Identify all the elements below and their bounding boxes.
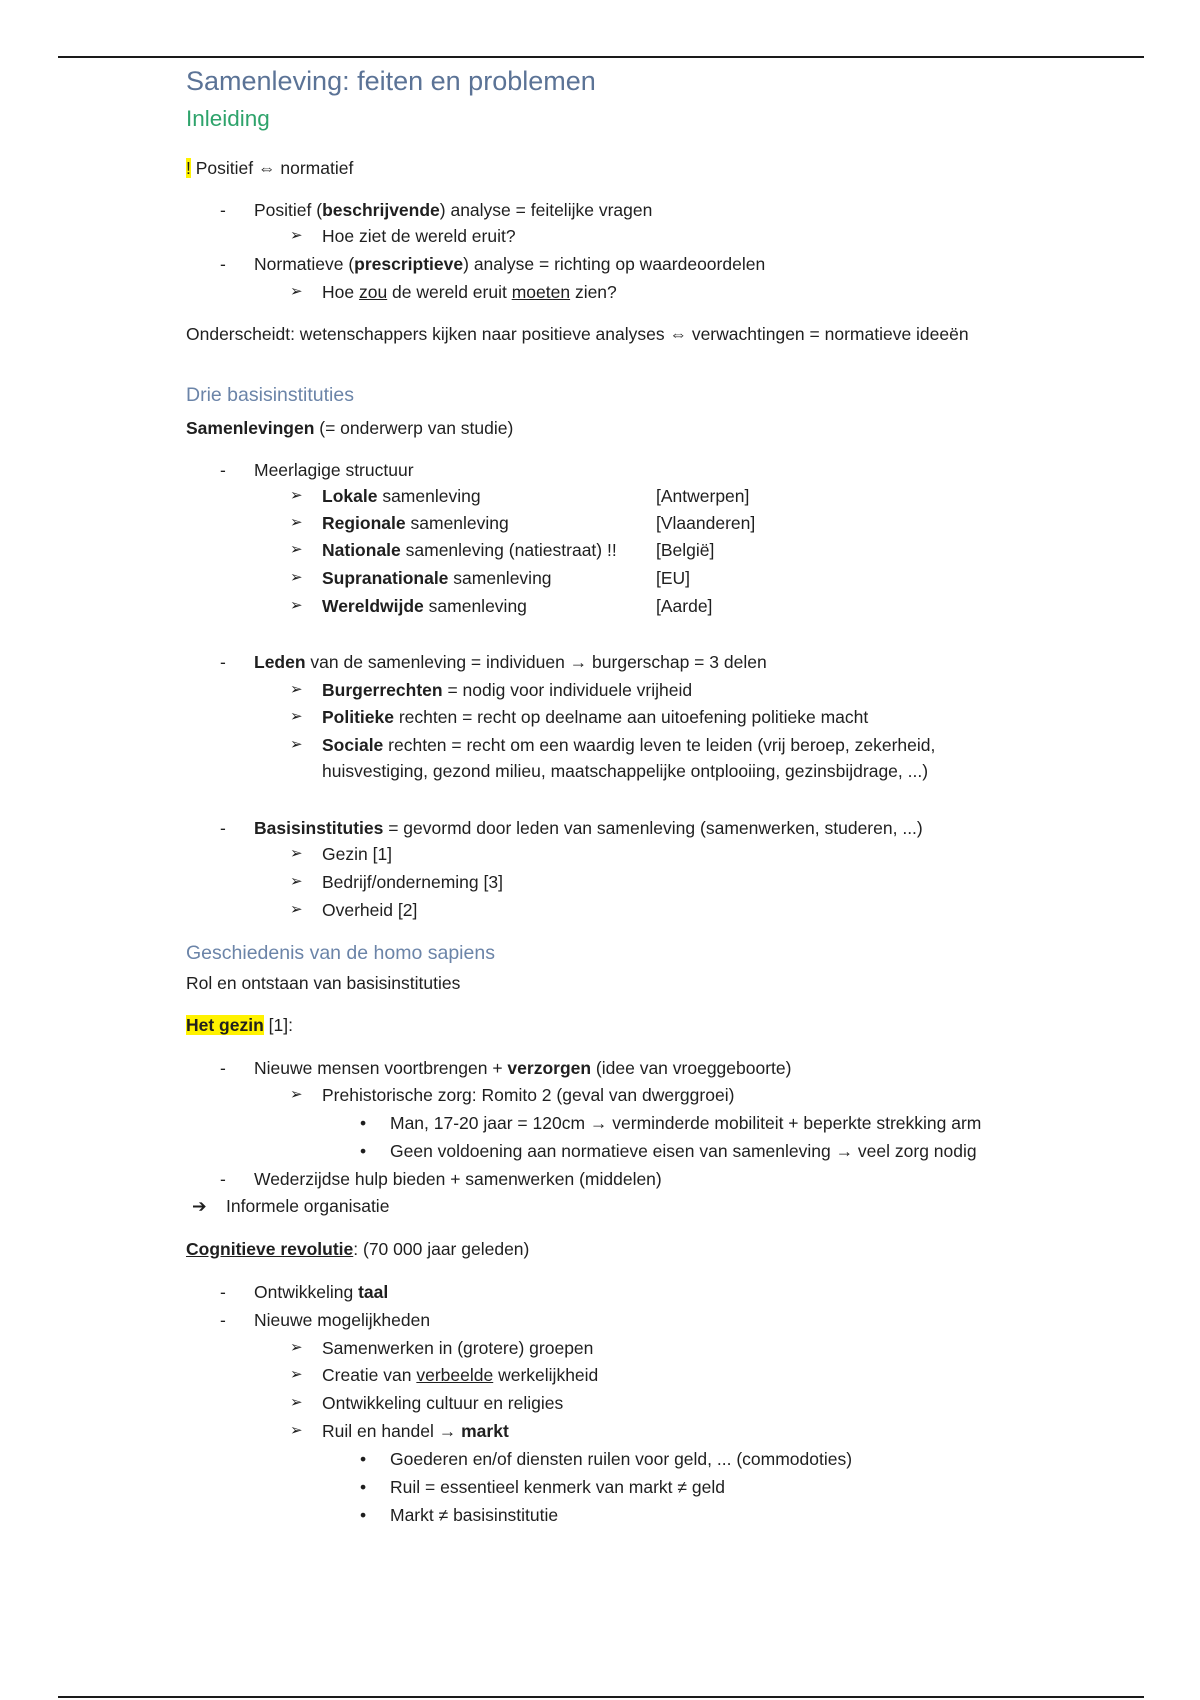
onderscheid-line: Onderscheidt: wetenschappers kijken naar positieve analyses ⇔ verwachtingen = normatieve ideeën (186, 324, 969, 344)
laag-item: ➢ Wereldwijde samenleving (290, 596, 527, 616)
dot-bullet: • (360, 1141, 367, 1161)
rechten-item: ➢ Burgerrechten = nodig voor individuele vrijheid (290, 680, 693, 700)
dash-bullet: - (220, 1058, 226, 1078)
list-item-wederzijds: - Wederzijdse hulp bieden + samenwerken (middelen) (220, 1169, 662, 1189)
page-title: Samenleving: feiten en problemen (186, 66, 596, 96)
intro-line (186, 156, 353, 180)
geschiedenis-sub: Rol en ontstaan van basisinstituties (186, 973, 461, 993)
list-item-taal: - Ontwikkeling taal (220, 1282, 389, 1302)
informeel-line: ➔ Informele organisatie (192, 1196, 390, 1216)
dot-item: • Goederen en/of diensten ruilen voor geld, ... (commodoties) (360, 1449, 853, 1469)
laag-item: ➢ Regionale samenleving (290, 513, 509, 533)
dash-bullet: - (220, 460, 226, 480)
mogelijkheid-item: ➢ Ruil en handel → markt (290, 1421, 509, 1441)
list-item-basisinstituties: - Basisinstituties = gevormd door leden van samenleving (samenwerken, studeren, ...) (220, 818, 923, 838)
arrow-bullet-icon: ➢ (290, 1394, 303, 1411)
prehistorie-item: ➢ Prehistorische zorg: Romito 2 (geval van dwerggroei) (290, 1085, 735, 1105)
section-heading-geschiedenis: Geschiedenis van de homo sapiens (186, 942, 495, 964)
arrow-bullet-icon: ➢ (290, 541, 303, 558)
sub-item-normatief: ➢ Hoe zou de wereld eruit moeten zien? (290, 282, 617, 302)
list-item-nieuwe-mensen: - Nieuwe mensen voortbrengen + verzorgen (idee van vroeggeboorte) (220, 1058, 792, 1078)
arrow-bullet-icon: ➢ (290, 681, 303, 698)
dash-bullet: - (220, 1169, 226, 1189)
dash-bullet: - (220, 254, 226, 274)
rechten-item: ➢ Sociale rechten = recht om een waardig leven te leiden (vrij beroep, zekerheid, (290, 735, 936, 755)
intro-heading: Positief ⇔ normatief (195, 158, 354, 178)
dot-bullet: • (360, 1505, 367, 1525)
laag-item: ➢ Lokale samenleving (290, 486, 481, 506)
arrow-bullet-icon: ➢ (290, 1339, 303, 1356)
laag-item: ➢ Nationale samenleving (natiestraat) !! (290, 540, 617, 560)
dot-item: • Man, 17-20 jaar = 120cm → verminderde mobiliteit + beperkte strekking arm (360, 1113, 982, 1133)
arrow-bullet-icon: ➢ (290, 597, 303, 614)
dash-bullet: - (220, 818, 226, 838)
top-rule (58, 56, 1144, 58)
section-heading-inleiding: Inleiding (186, 106, 270, 131)
arrow-bullet-icon: ➢ (290, 227, 303, 244)
dot-bullet: • (360, 1477, 367, 1497)
rechten-item: ➢ Politieke rechten = recht op deelname aan uitoefening politieke macht (290, 707, 869, 727)
arrow-bullet-icon: ➢ (290, 569, 303, 586)
dot-item: • Geen voldoening aan normatieve eisen van samenleving → veel zorg nodig (360, 1141, 977, 1161)
section-heading-drie: Drie basisinstituties (186, 384, 354, 406)
laag-tag: [België] (656, 540, 715, 560)
dash-bullet: - (220, 200, 226, 220)
list-item-normatief: - Normatieve (prescriptieve) analyse = richting op waardeoordelen (220, 254, 766, 274)
laag-tag: [Aarde] (656, 596, 713, 616)
dot-bullet: • (360, 1113, 367, 1133)
arrow-bullet-icon: ➢ (290, 283, 303, 300)
mogelijkheid-item: ➢ Ontwikkeling cultuur en religies (290, 1393, 564, 1413)
dash-bullet: - (220, 1282, 226, 1302)
dash-bullet: - (220, 1310, 226, 1330)
rechten-continuation: huisvestiging, gezond milieu, maatschappelijke ontplooiing, gezinsbijdrage, ...) (322, 761, 929, 781)
sub-item-positief: ➢ Hoe ziet de wereld eruit? (290, 226, 516, 246)
dot-item: • Ruil = essentieel kenmerk van markt ≠ geld (360, 1477, 725, 1497)
arrow-bullet-icon: ➢ (290, 1366, 303, 1383)
cognitieve-line: Cognitieve revolutie: (70 000 jaar geleden) (186, 1239, 530, 1259)
laag-tag: [Vlaanderen] (656, 513, 756, 533)
arrow-bullet-icon: ➢ (290, 736, 303, 753)
samenlevingen-line: Samenlevingen (= onderwerp van studie) (186, 418, 514, 438)
exclamation-mark: ! (186, 158, 191, 178)
arrow-bullet-icon: ➢ (290, 708, 303, 725)
arrow-bullet-icon: ➢ (290, 1086, 303, 1103)
institutie-item: ➢ Bedrijf/onderneming [3] (290, 872, 503, 892)
arrow-bullet-icon: ➢ (290, 487, 303, 504)
list-item-leden: - Leden van de samenleving = individuen → burgerschap = 3 delen (220, 652, 767, 672)
list-item-positief: - Positief (beschrijvende) analyse = feitelijke vragen (220, 200, 653, 220)
laag-tag: [Antwerpen] (656, 486, 750, 506)
mogelijkheid-item: ➢ Samenwerken in (grotere) groepen (290, 1338, 594, 1358)
right-arrow-icon: ➔ (192, 1196, 207, 1216)
mogelijkheid-item: ➢ Creatie van verbeelde werkelijkheid (290, 1365, 599, 1385)
dot-bullet: • (360, 1449, 367, 1469)
list-item-meerlagig: - Meerlagige structuur (220, 460, 414, 480)
bottom-rule (58, 1696, 1144, 1698)
dot-item: • Markt ≠ basisinstitutie (360, 1505, 559, 1525)
arrow-bullet-icon: ➢ (290, 873, 303, 890)
laag-item: ➢ Supranationale samenleving (290, 568, 552, 588)
dash-bullet: - (220, 652, 226, 672)
institutie-item: ➢ Gezin [1] (290, 844, 393, 864)
arrow-bullet-icon: ➢ (290, 514, 303, 531)
institutie-item: ➢ Overheid [2] (290, 900, 418, 920)
laag-tag: [EU] (656, 568, 691, 588)
arrow-bullet-icon: ➢ (290, 845, 303, 862)
arrow-bullet-icon: ➢ (290, 901, 303, 918)
arrow-bullet-icon: ➢ (290, 1422, 303, 1439)
het-gezin-line: Het gezin [1]: (186, 1015, 293, 1035)
list-item-mogelijkheden: - Nieuwe mogelijkheden (220, 1310, 431, 1330)
